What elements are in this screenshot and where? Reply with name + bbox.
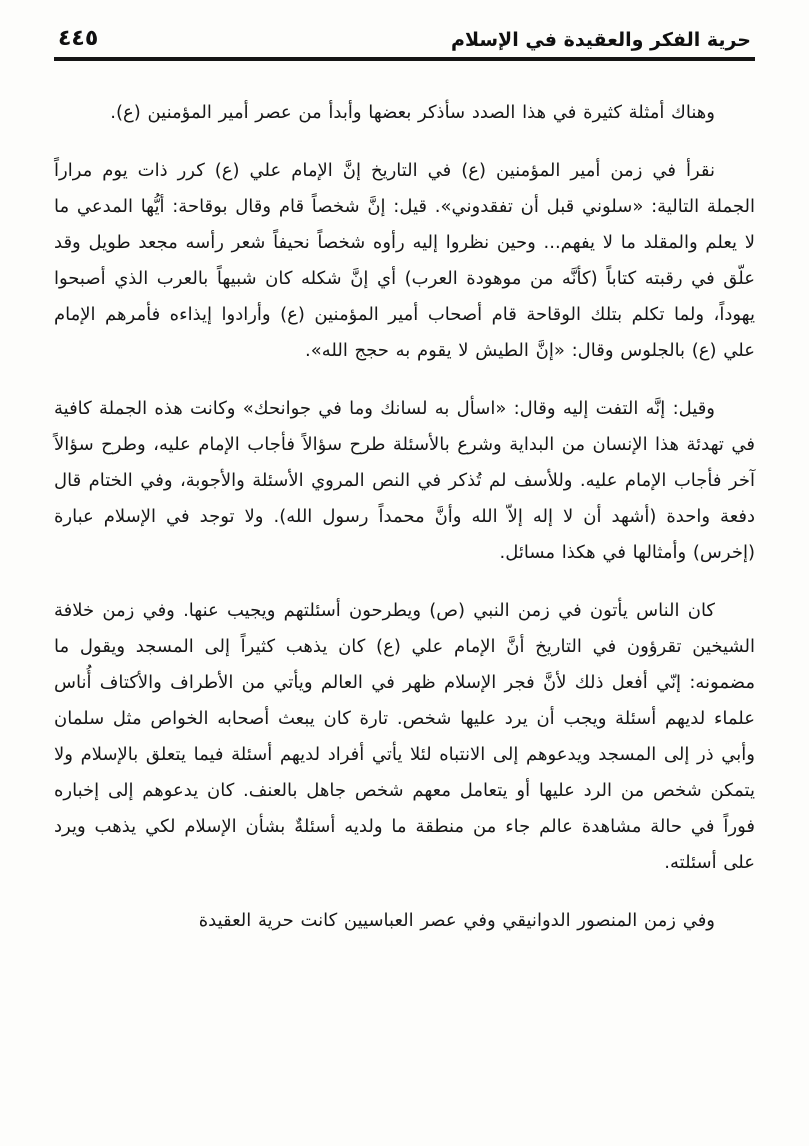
paragraph-2: نقرأ في زمن أمير المؤمنين (ع) في التاريخ إنَّ الإمام علي (ع) كرر ذات يوم مراراً الجملة التالية: «سلوني قبل أن تفقدوني». قيل: إنَّ شخصاً قام وقال بوقاحة: أيُّها المدعي ما لا يعلم والمقلد ما لا يفهم... وحين نظروا إليه رأوه شخصاً نحيفاً شعر رأسه مجعد طويل وقد علّق في رقبته كتاباً (كأنَّه من موهودة العرب) أي إنَّ شكله كان شبيهاً بالعرب الذي أصبحوا يهوداً، ولما تكلم بتلك الوقاحة قام أصحاب أمير المؤمنين (ع) وأرادوا إيذاءه فأمرهم الإمام علي (ع) بالجلوس وقال: «إنَّ الطيش لا يقوم به حجج الله». bbox=[54, 160, 755, 361]
paragraph-4: كان الناس يأتون في زمن النبي (ص) ويطرحون أسئلتهم ويجيب عنها. وفي زمن خلافة الشيخين تقرؤون في التاريخ أنَّ الإمام علي (ع) كان يذهب كثيراً إلى المسجد ويقول ما مضمونه: إنّي أفعل ذلك لأنَّ فجر الإسلام ظهر في العالم ويأتي من الأطراف والأكتاف أُناس علماء لديهم أسئلة ويجب أن يرد عليها شخص. تارة كان يبعث أصحابه الخواص مثل سلمان وأبي ذر إلى المسجد ويدعوهم إلى الانتباه لئلا يأتي أفراد لديهم أسئلة فيما يتعلق بالإسلام ولا يتمكن شخص من الرد عليها أو يتعامل معهم شخص جاهل بالعنف. كان يدعوهم إلى إخباره فوراً في حالة مشاهدة عالم جاء من منطقة ما ولديه أسئلةٌ بشأن الإسلام لكي يذهب ويرد على أسئلته. bbox=[54, 600, 755, 873]
running-header-title: حرية الفكر والعقيدة في الإسلام bbox=[451, 29, 751, 51]
page-number: ٤٤٥ bbox=[58, 26, 99, 51]
paragraph-1: وهناك أمثلة كثيرة في هذا الصدد سأذكر بعضها وأبدأ من عصر أمير المؤمنين (ع). bbox=[110, 102, 715, 123]
body-text bbox=[54, 95, 755, 939]
paragraph-5: وفي زمن المنصور الدوانيقي وفي عصر العباسيين كانت حرية العقيدة bbox=[198, 910, 715, 931]
paragraph-3: وقيل: إنَّه التفت إليه وقال: «اسأل به لسانك وما في جوانحك» وكانت هذه الجملة كافية في تهدئة هذا الإنسان من البداية وشرع بالأسئلة طرح سؤالاً فأجاب الإمام عليه، وطرح سؤالاً آخر فأجاب الإمام عليه. وللأسف لم تُذكر في النص المروي الأسئلة والأجوبة، وفي الختام قال دفعة واحدة (أشهد أن لا إله إلاّ الله وأنَّ محمداً رسول الله). ولا توجد في الإسلام عبارة (إخرس) وأمثالها في هكذا مسائل. bbox=[54, 398, 755, 563]
header-divider bbox=[54, 57, 755, 61]
page-header bbox=[54, 26, 755, 57]
